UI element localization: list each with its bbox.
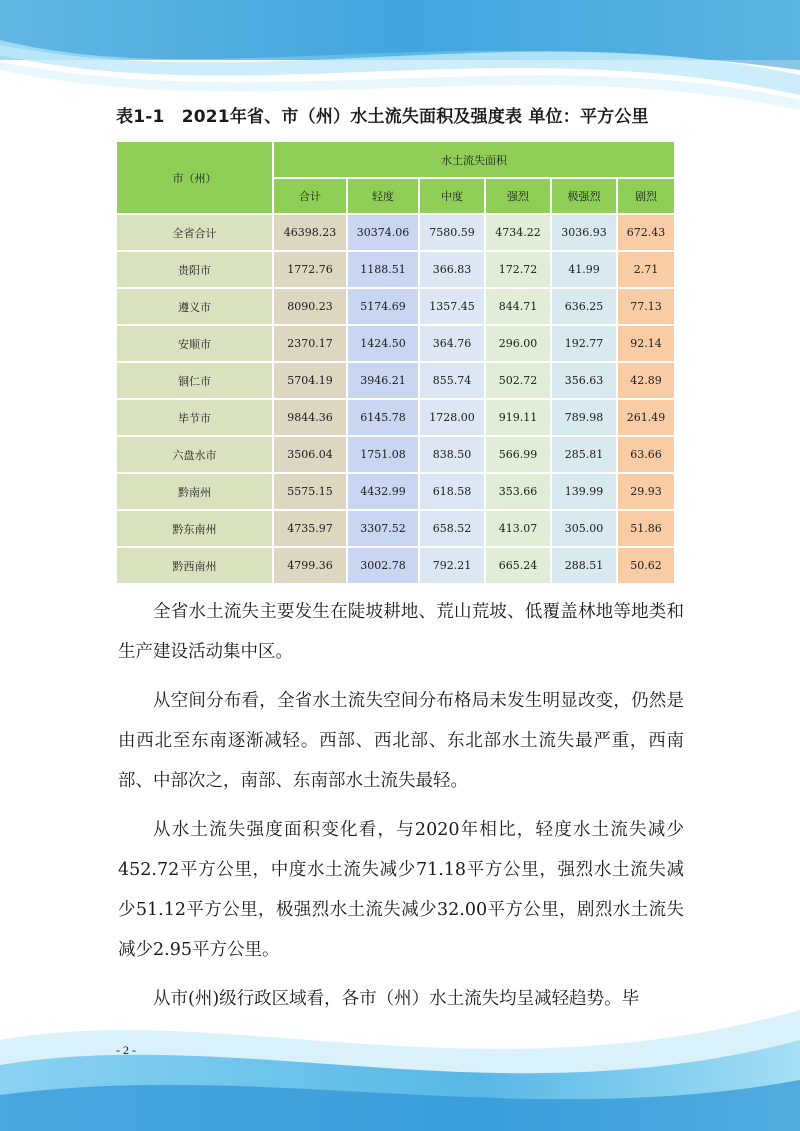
value-cell: 296.00: [486, 326, 550, 361]
value-cell: 1424.50: [348, 326, 418, 361]
city-cell: 黔东南州: [117, 511, 272, 546]
value-cell: 1728.00: [420, 400, 484, 435]
table-row: [117, 511, 674, 546]
header-erosion-area: 水土流失面积: [274, 142, 674, 177]
value-cell: 1188.51: [348, 252, 418, 287]
value-cell: 46398.23: [274, 215, 346, 250]
value-cell: 4432.99: [348, 474, 418, 509]
column-header: 合计: [274, 179, 346, 213]
value-cell: 139.99: [552, 474, 616, 509]
table-row: [117, 289, 674, 324]
value-cell: 4799.36: [274, 548, 346, 583]
city-cell: 遵义市: [117, 289, 272, 324]
value-cell: 356.63: [552, 363, 616, 398]
paragraph: 从水土流失强度面积变化看，与2020年相比，轻度水土流失减少452.72平方公里，中度水土流失减少71.18平方公里，强烈水土流失减少51.12平方公里，极强烈水土流失减少32.00平方公里，剧烈水土流失减少2.95平方公里。: [118, 820, 684, 960]
table-row: [117, 548, 674, 583]
value-cell: 665.24: [486, 548, 550, 583]
value-cell: 1772.76: [274, 252, 346, 287]
city-cell: 六盘水市: [117, 437, 272, 472]
value-cell: 366.83: [420, 252, 484, 287]
value-cell: 7580.59: [420, 215, 484, 250]
value-cell: 792.21: [420, 548, 484, 583]
value-cell: 8090.23: [274, 289, 346, 324]
value-cell: 192.77: [552, 326, 616, 361]
table-row: [117, 215, 674, 250]
value-cell: 305.00: [552, 511, 616, 546]
header-city: 市（州）: [117, 142, 272, 213]
value-cell: 42.89: [618, 363, 674, 398]
value-cell: 502.72: [486, 363, 550, 398]
value-cell: 919.11: [486, 400, 550, 435]
value-cell: 63.66: [618, 437, 674, 472]
value-cell: 658.52: [420, 511, 484, 546]
column-header: 轻度: [348, 179, 418, 213]
value-cell: 855.74: [420, 363, 484, 398]
value-cell: 1751.08: [348, 437, 418, 472]
value-cell: 92.14: [618, 326, 674, 361]
city-cell: 黔西南州: [117, 548, 272, 583]
column-header: 剧烈: [618, 179, 674, 213]
table-row: [117, 474, 674, 509]
page-number: - 2 -: [116, 1043, 136, 1057]
city-cell: 铜仁市: [117, 363, 272, 398]
value-cell: 261.49: [618, 400, 674, 435]
column-header: 中度: [420, 179, 484, 213]
value-cell: 3506.04: [274, 437, 346, 472]
value-cell: 3946.21: [348, 363, 418, 398]
value-cell: 30374.06: [348, 215, 418, 250]
value-cell: 844.71: [486, 289, 550, 324]
city-cell: 贵阳市: [117, 252, 272, 287]
value-cell: 29.93: [618, 474, 674, 509]
table-row: [117, 252, 674, 287]
value-cell: 2370.17: [274, 326, 346, 361]
value-cell: 364.76: [420, 326, 484, 361]
value-cell: 50.62: [618, 548, 674, 583]
value-cell: 41.99: [552, 252, 616, 287]
soil-erosion-table: [115, 140, 676, 585]
value-cell: 353.66: [486, 474, 550, 509]
value-cell: 6145.78: [348, 400, 418, 435]
value-cell: 3002.78: [348, 548, 418, 583]
table-title: 表1-1 2021年省、市（州）水土流失面积及强度表 单位：平方公里: [116, 107, 649, 127]
city-cell: 全省合计: [117, 215, 272, 250]
table-row: [117, 363, 674, 398]
city-cell: 黔南州: [117, 474, 272, 509]
value-cell: 77.13: [618, 289, 674, 324]
value-cell: 789.98: [552, 400, 616, 435]
value-cell: 5575.15: [274, 474, 346, 509]
table-row: [117, 400, 674, 435]
table-row: [117, 326, 674, 361]
value-cell: 618.58: [420, 474, 484, 509]
body-text: [118, 592, 684, 1028]
value-cell: 172.72: [486, 252, 550, 287]
value-cell: 566.99: [486, 437, 550, 472]
city-cell: 安顺市: [117, 326, 272, 361]
table-row: [117, 437, 674, 472]
value-cell: 1357.45: [420, 289, 484, 324]
value-cell: 5704.19: [274, 363, 346, 398]
value-cell: 2.71: [618, 252, 674, 287]
column-header: 极强烈: [552, 179, 616, 213]
value-cell: 9844.36: [274, 400, 346, 435]
column-header: 强烈: [486, 179, 550, 213]
value-cell: 288.51: [552, 548, 616, 583]
value-cell: 51.86: [618, 511, 674, 546]
city-cell: 毕节市: [117, 400, 272, 435]
paragraph: 全省水土流失主要发生在陡坡耕地、荒山荒坡、低覆盖林地等地类和生产建设活动集中区。: [118, 602, 684, 662]
value-cell: 3307.52: [348, 511, 418, 546]
value-cell: 285.81: [552, 437, 616, 472]
value-cell: 838.50: [420, 437, 484, 472]
value-cell: 4735.97: [274, 511, 346, 546]
value-cell: 672.43: [618, 215, 674, 250]
value-cell: 5174.69: [348, 289, 418, 324]
value-cell: 3036.93: [552, 215, 616, 250]
value-cell: 4734.22: [486, 215, 550, 250]
value-cell: 636.25: [552, 289, 616, 324]
paragraph: 从空间分布看，全省水土流失空间分布格局未发生明显改变，仍然是由西北至东南逐渐减轻。西部、西北部、东北部水土流失最严重，西南部、中部次之，南部、东南部水土流失最轻。: [118, 691, 684, 791]
paragraph: 从市(州)级行政区域看，各市（州）水土流失均呈减轻趋势。毕: [153, 989, 640, 1009]
value-cell: 413.07: [486, 511, 550, 546]
